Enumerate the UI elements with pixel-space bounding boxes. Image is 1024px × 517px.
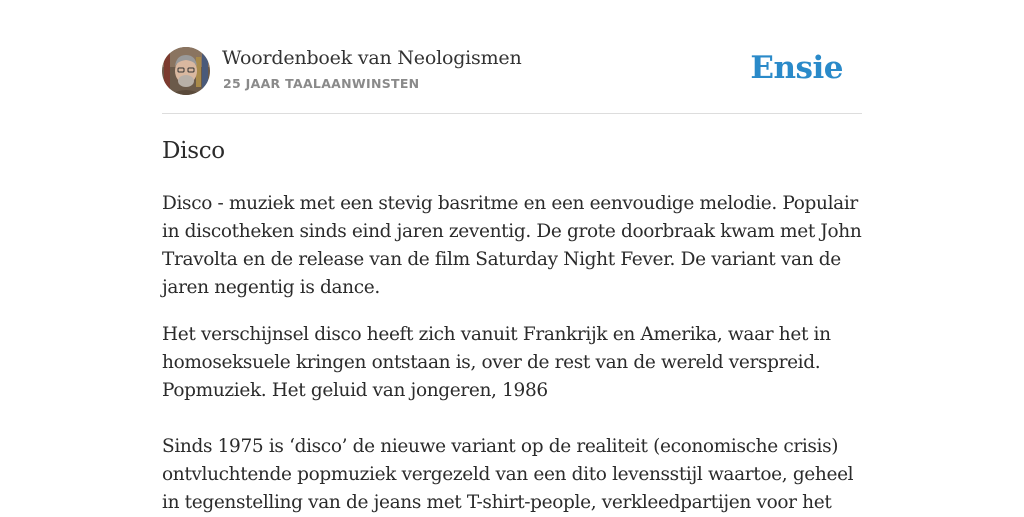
avatar-photo-icon: [162, 47, 210, 95]
quote-text: Het verschijnsel disco heeft zich vanuit Frankrijk en Amerika, waar het in homoseksuele kringen ontstaan is, over de rest van de wereld verspreid.: [162, 324, 831, 373]
quote-source: Popmuziek. Het geluid van jongeren, 1986: [162, 380, 548, 401]
quote-block-1: [162, 321, 862, 405]
site-header: [162, 46, 862, 96]
brand-logo[interactable]: Ensie: [750, 50, 843, 86]
spacer: [162, 405, 862, 433]
site-title[interactable]: Woordenboek van Neologismen: [222, 47, 522, 69]
entry-content: [162, 190, 862, 517]
header-divider: [162, 113, 862, 114]
entry-definition: Disco - muziek met een stevig basritme en een eenvoudige melodie. Populair in discotheken sinds eind jaren zeventig. De grote doorbraak kwam met John Travolta en de release van de film Saturday Night Fever. De variant van de jaren negentig is dance.: [162, 193, 862, 298]
entry-title: Disco: [162, 138, 225, 164]
author-avatar[interactable]: [162, 47, 210, 95]
quote-block-2: Sinds 1975 is ‘disco’ de nieuwe variant op de realiteit (economische crisis) ontvluchtende popmuziek vergezeld van een dito levensstijl waartoe, geheel in tegenstelling van de jeans met T-shirt-people, verkleedpartijen voor het: [162, 436, 854, 513]
site-subtitle: 25 JAAR TAALAANWINSTEN: [223, 76, 420, 91]
